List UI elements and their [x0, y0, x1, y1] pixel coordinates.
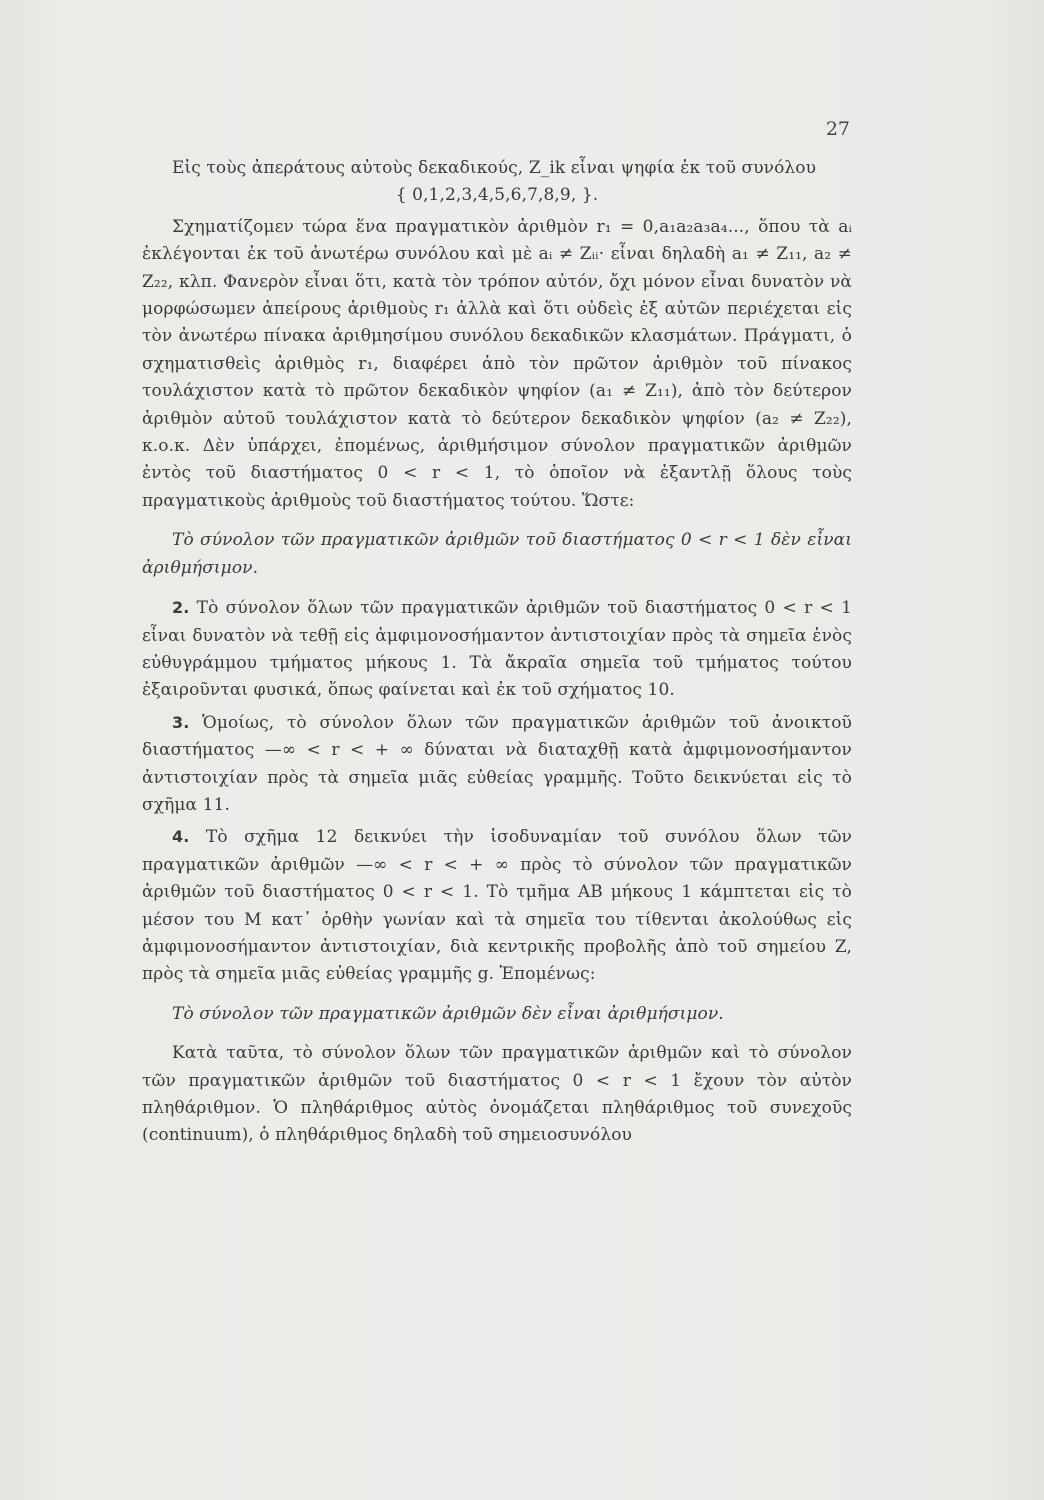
intro-paragraph: Εἰς τοὺς ἀπεράτους αὐτοὺς δεκαδικούς, Z_ik εἶναι ψηφία ἐκ τοῦ συνόλου — [172, 158, 817, 178]
theorem-uncountable-interval: Τὸ σύνολον τῶν πραγματικῶν ἀριθμῶν τοῦ διαστήματος 0 < r < 1 δὲν εἶναι ἀριθμήσιμον. — [142, 530, 852, 578]
theorem-uncountable-reals: Τὸ σύνολον τῶν πραγματικῶν ἀριθμῶν δὲν εἶναι ἀριθμήσιμον. — [172, 1003, 724, 1024]
item-3-number: 3. — [172, 712, 190, 732]
item-3-paragraph — [142, 709, 852, 820]
item-2-text: Τὸ σύνολον ὅλων τῶν πραγματικῶν ἀριθμῶν τοῦ διαστήματος 0 < r < 1 εἶναι δυνατὸν νὰ τεθῇ εἰς ἀμφιμονοσήμαντον ἀντιστοιχίαν πρὸς τὰ σημεῖα ἑνὸς εὐθυγράμμου τμήματος μήκους 1. Τὰ ἄκραῖα σημεῖα τοῦ τμήματος τούτου ἐξαιροῦνται φυσικά, ὅπως φαίνεται καὶ ἐκ τοῦ σχήματος 10. — [142, 598, 852, 701]
item-3-text: Ὁμοίως, τὸ σύνολον ὅλων τῶν πραγματικῶν ἀριθμῶν τοῦ ἀνοικτοῦ διαστήματος —∞ < r < + ∞ δύναται νὰ διαταχθῇ κατὰ ἀμφιμονοσήμαντον ἀντιστοιχίαν πρὸς τὰ σημεῖα μιᾶς εὐθείας γραμμῆς. Τοῦτο δεικνύεται εἰς τὸ σχῆμα 11. — [142, 712, 852, 815]
page-number: 27 — [825, 118, 850, 140]
item-2-paragraph — [142, 594, 852, 705]
construction-paragraph: Σχηματίζομεν τώρα ἕνα πραγματικὸν ἀριθμὸν r₁ = 0,a₁a₂a₃a₄..., ὅπου τὰ aᵢ ἐκλέγονται ἐκ τοῦ ἀνωτέρω συνόλου καὶ μὲ aᵢ ≠ Zᵢᵢ· εἶναι δηλαδὴ a₁ ≠ Z₁₁, a₂ ≠ Z₂₂, κλπ. Φανερὸν εἶναι ὅτι, κατὰ τὸν τρόπον αὐτόν, ὄχι μόνον εἶναι δυνατὸν νὰ μορφώσωμεν ἀπείρους ἀριθμοὺς r₁ ἀλλὰ καὶ ὅτι οὐδεὶς ἐξ αὐτῶν περιέχεται εἰς τὸν ἀνωτέρω πίνακα ἀριθμησίμου συνόλου δεκαδικῶν κλασμάτων. Πράγματι, ὁ σχηματισθεὶς ἀριθμὸς r₁, διαφέρει ἀπὸ τὸν πρῶτον ἀριθμὸν τοῦ πίνακος τουλάχιστον κατὰ τὸ πρῶτον δεκαδικὸν ψηφίον (a₁ ≠ Z₁₁), ἀπὸ τὸν δεύτερον ἀριθμὸν αὐτοῦ τουλάχιστον κατὰ τὸ δεύτερον δεκαδικὸν ψηφίον (a₂ ≠ Z₂₂), κ.ο.κ. Δὲν ὑπάρχει, ἐπομένως, ἀριθμήσιμον σύνολον πραγματικῶν ἀριθμῶν ἐντὸς τοῦ διαστήματος 0 < r < 1, τὸ ὁποῖον νὰ ἐξαντλῇ ὅλους τοὺς πραγματικοὺς ἀριθμοὺς τοῦ διαστήματος τούτου. Ὥστε: — [142, 216, 852, 511]
item-4-number: 4. — [172, 827, 190, 847]
item-4-paragraph — [142, 823, 852, 988]
digit-set-formula: { 0,1,2,3,4,5,6,7,8,9, }. — [395, 185, 599, 206]
item-4-text: Τὸ σχῆμα 12 δεικνύει τὴν ἰσοδυναμίαν τοῦ συνόλου ὅλων τῶν πραγματικῶν ἀριθμῶν —∞ < r < + ∞ πρὸς τὸ σύνολον τῶν πραγματικῶν ἀριθμῶν τοῦ διαστήματος 0 < r < 1. Τὸ τμῆμα AB μήκους 1 κάμπτεται εἰς τὸ μέσον του M κατ᾽ ὀρθὴν γωνίαν καὶ τὰ σημεῖα του τίθενται ἀκολούθως εἰς ἀμφιμονοσήμαντον ἀντιστοιχίαν, διὰ κεντρικῆς προβολῆς ἀπὸ τοῦ σημείου Z, πρὸς τὰ σημεῖα μιᾶς εὐθείας γραμμῆς g. Ἑπομένως: — [142, 827, 852, 985]
final-paragraph: Κατὰ ταῦτα, τὸ σύνολον ὅλων τῶν πραγματικῶν ἀριθμῶν καὶ τὸ σύνολον τῶν πραγματικῶν ἀριθμῶν τοῦ διαστήματος 0 < r < 1 ἔχουν τὸν αὐτὸν πληθάριθμον. Ὁ πληθάριθμος αὐτὸς ὀνομάζεται πληθάριθμος τοῦ συνεχοῦς (continuum), ὁ πληθάριθμος δηλαδὴ τοῦ σημειοσυνόλου — [142, 1043, 852, 1146]
item-2-number: 2. — [172, 598, 190, 618]
page-body — [142, 155, 852, 1150]
